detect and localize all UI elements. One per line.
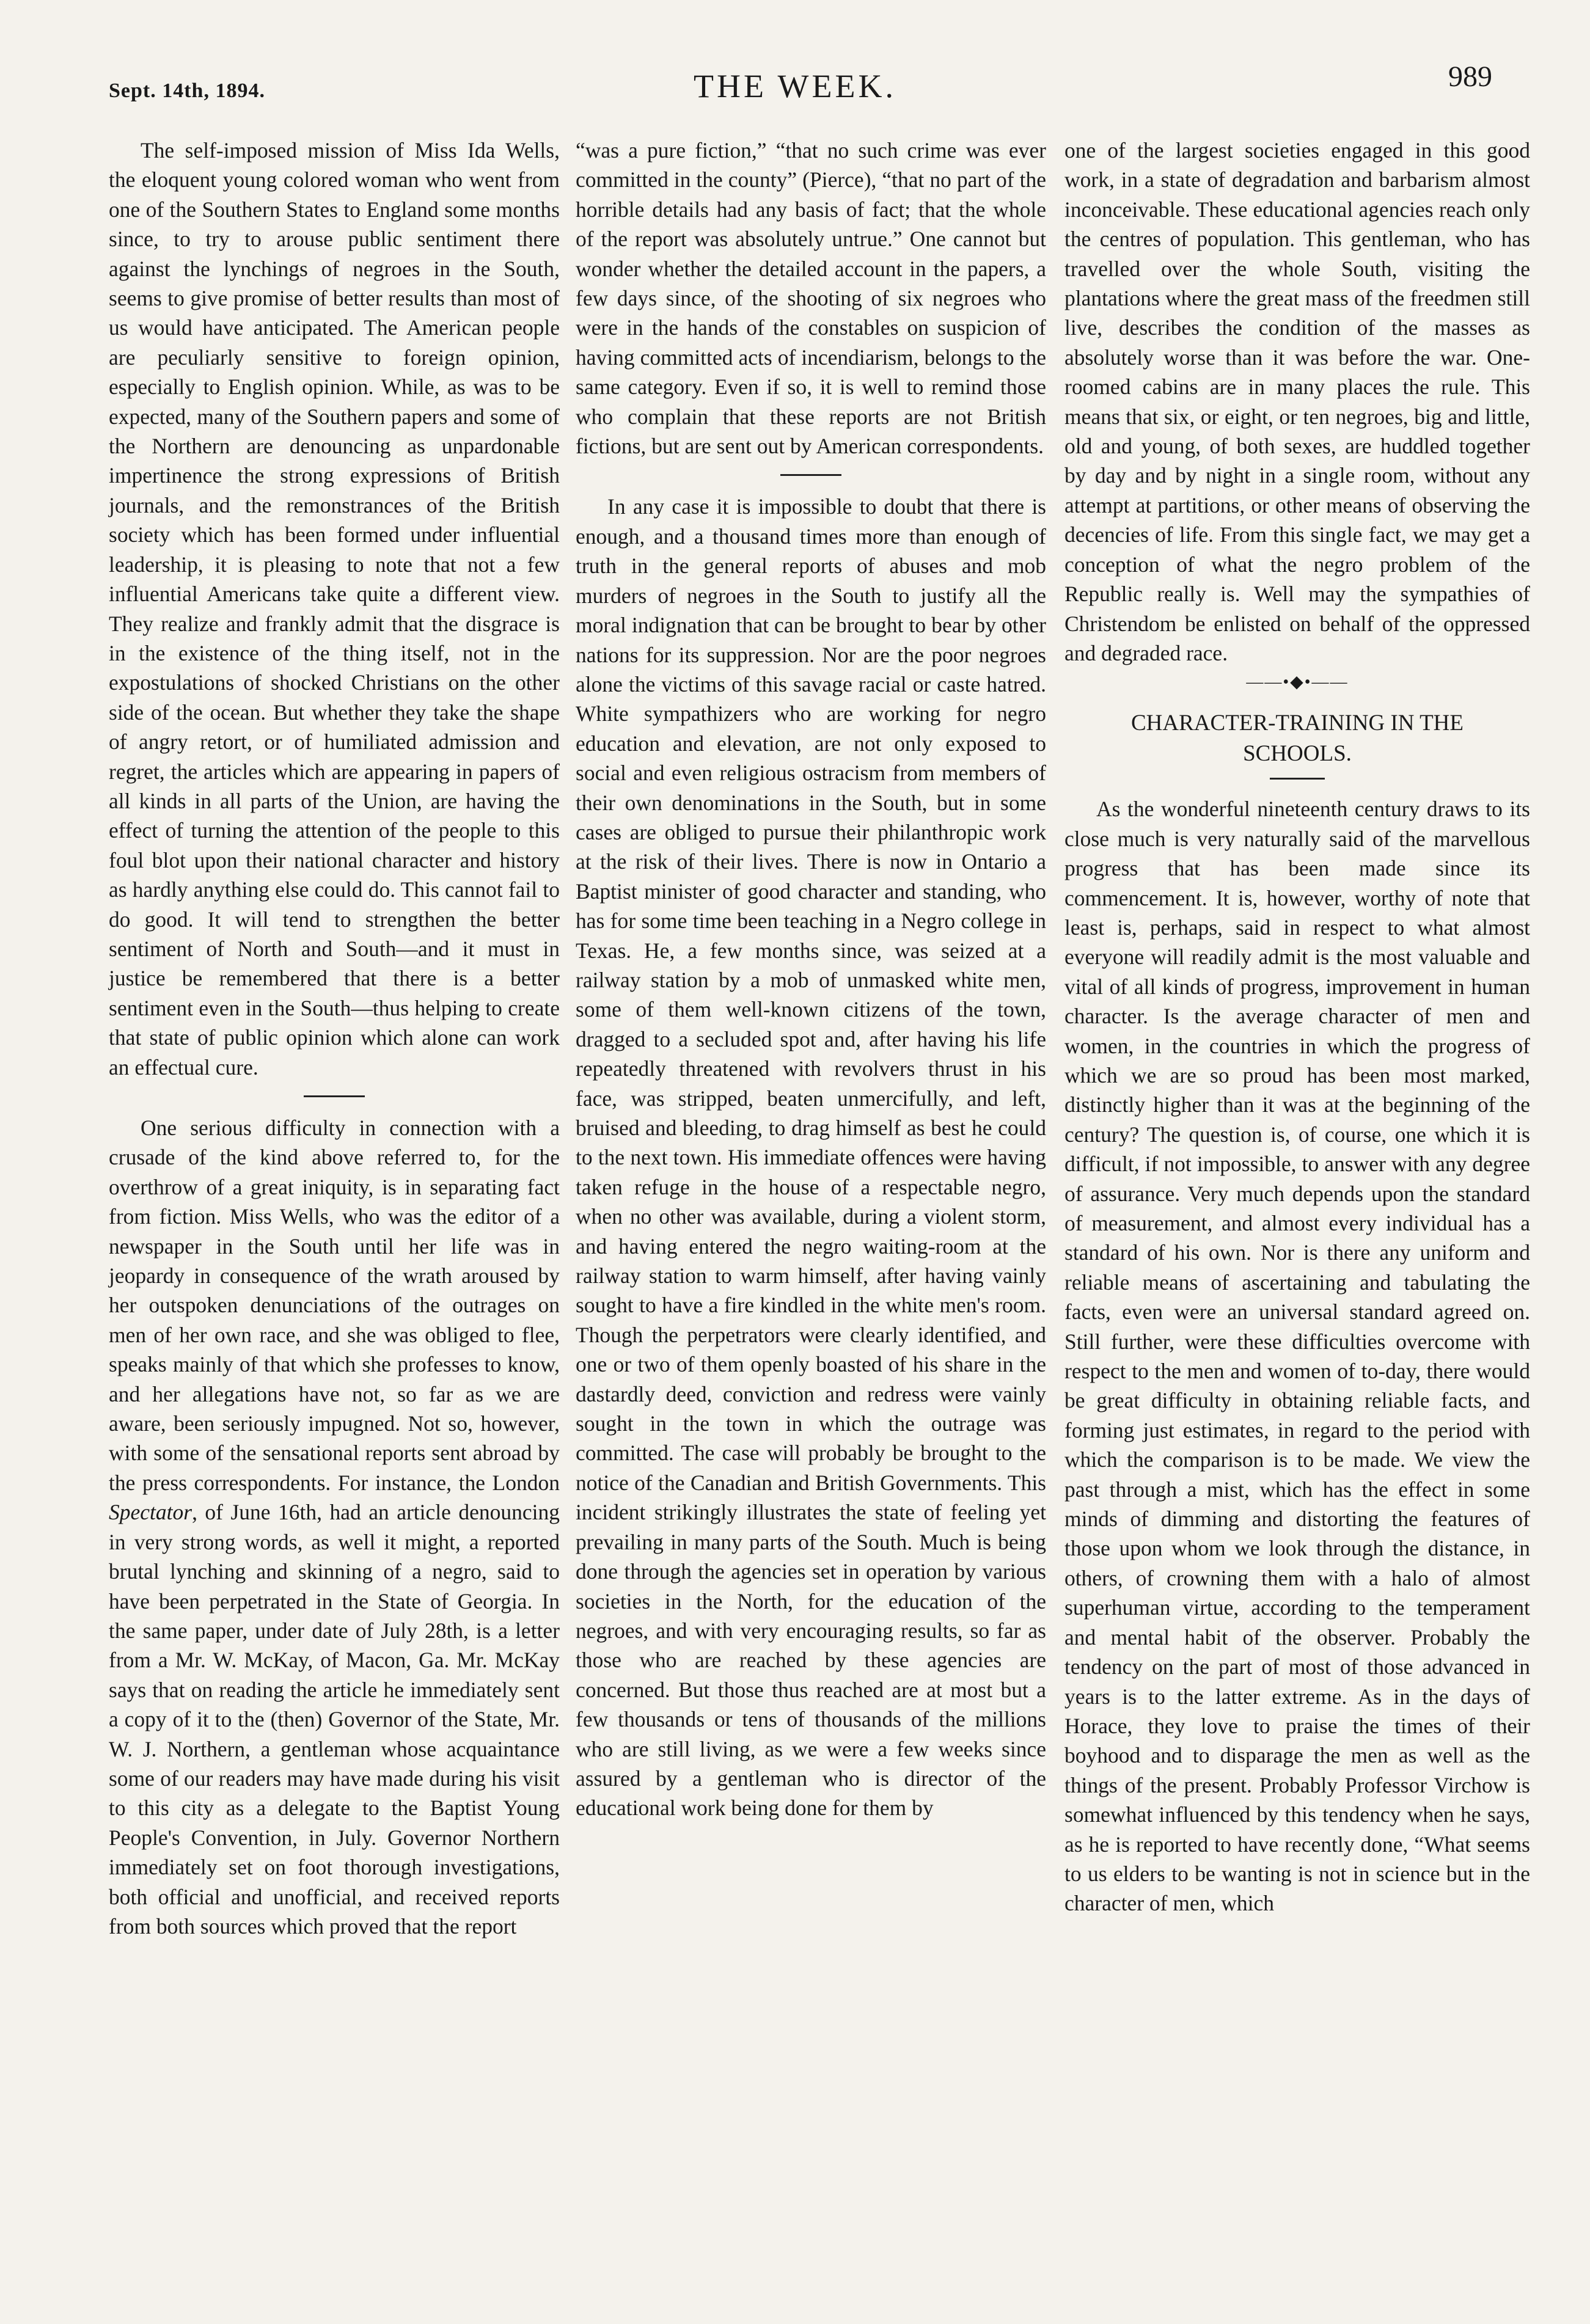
section-divider	[780, 474, 841, 476]
paragraph-degradation: one of the largest societies engaged in this good work, in a state of degradation and barbarism almost inconceivable. These educational agencies reach only the centres of population. This gentleman, who has travelled over the whole South, visiting the plantations where the great mass of the freedmen still live, describes the condition of the masses as absolutely worse than it was before the war. One-roomed cabins are in many places the rule. This means that six, or eight, or ten negroes, big and little, old and young, of both sexes, are huddled together by day and by night in a single room, without any attempt at partitions, or other means of observing the decencies of life. From this single fact, we may get a conception of what the negro problem of the Republic really is. Well may the sympathies of Christendom be enlisted on behalf of the oppressed and degraded race.	[1064, 138, 1530, 665]
column-2	[576, 136, 1046, 1823]
paragraph-ida-wells-mission: The self-imposed mission of Miss Ida Wells, the eloquent young colored woman who went from one of the Southern States to England some months since, to try to arouse public sentiment there against the lynchings of negroes in the South, seems to give promise of better results than most of us would have anticipated. The American people are peculiarly sensitive to foreign opinion, especially to English opinion. While, as was to be expected, many of the Southern papers and some of the Northern are denouncing as unpardonable impertinence the strong expressions of British journals, and the remonstrances of the British society which has been formed under influential leadership, it is pleasing to note that not a few influential Americans take quite a different view. They realize and frankly admit that the disgrace is in the existence of the thing itself, not in the expostulations of shocked Christians on the other side of the ocean. But whether they take the shape of angry retort, or of humiliated admission and regret, the articles which are appearing in papers of all kinds in all parts of the Union, are having the effect of turning the attention of the people to this foul blot upon their national character and history as hardly anything else could do. This cannot fail to do good. It will tend to strengthen the better sentiment of North and South—and it must in justice be remembered that there is a better sentiment even in the South—thus helping to create that state of public opinion which alone can work an effectual cure.	[109, 138, 560, 1080]
paragraph-report-untrue: “was a pure fiction,” “that no such crime was ever committed in the county” (Pierce), “that no part of the horrible details had any basis of fact; that the whole of the report was absolutely untrue.” One cannot but wonder whether the detailed account in the papers, a few days since, of the shooting of six negroes who were in the hands of the constables on suspicion of having committed acts of incendiarism, belongs to the same category. Even if so, it is well to remind those who complain that these reports are not British fictions, but are sent out by American correspondents.	[576, 138, 1046, 459]
publication-title: THE WEEK.	[694, 68, 896, 104]
paragraph-mob-murders: In any case it is impossible to doubt that there is enough, and a thousand times more than enough of truth in the general reports of abuses and mob murders of negroes in the South to justify all the moral indignation that can be brought to bear by other nations for its suppression. Nor are the poor negroes alone the victims of this savage racial or caste hatred. White sympathizers who are working for negro education and elevation, are not only exposed to social and even religious ostracism from members of their own denominations in the South, but in some cases are obliged to pursue their philanthropic work at the risk of their lives. There is now in Ontario a Baptist minister of good character and standing, who has for some time been teaching in a Negro college in Texas. He, a few months since, was seized at a railway station by a mob of unmasked white men, some of them well-known citizens of the town, dragged to a secluded spot and, after having his life repeatedly threatened with revolvers thrust in his face, was stripped, beaten unmercifully, and left, bruised and bleeding, to drag himself as best he could to the next town. His immediate offences were having taken refuge in the house of a respectable negro, when no other was available, during a violent storm, and having entered the negro waiting-room at the railway station to warm himself, after having vainly sought to have a fire kindled in the white men's room. Though the perpetrators were clearly identified, and one or two of them openly boasted of his share in the dastardly deed, conviction and redress were vainly sought in the town in which the outrage was committed. The case will probably be brought to the notice of the Canadian and British Governments. This incident strikingly illustrates the state of feeling yet prevailing in many parts of the South. Much is being done through the agencies set in operation by various societies in the North, for the education of the negroes, and with very encouraging results, so far as those who are reached by these agencies are concerned. But those thus reached are at most but a few thousands or tens of thousands of the millions who are still living, as we were a few weeks since assured by a gentleman who is director of the educational work being done for them by	[576, 494, 1046, 1821]
paragraph-character-training: As the wonderful nineteenth century draws to its close much is very naturally said of the marvellous progress that has been made since its commencement. It is, however, worthy of note that least is, perhaps, said in respect to what almost everyone will readily admit is the most valuable and vital of all kinds of progress, improvement in human character. Is the average character of men and women, in the countries in which the progress of which we are so proud has been most marked, distinctly higher than it was at the beginning of the century? The question is, of course, one which it is difficult, if not impossible, to answer with any degree of assurance. Very much depends upon the standard of measurement, and almost every individual has a standard of his own. Nor is there any uniform and reliable means of ascertaining and tabulating the facts, even were an universal standard agreed on. Still further, were these difficulties overcome with respect to the men and women of to-day, there would be great difficulty in obtaining reliable facts, and forming just estimates, in regard to the period with which the comparison is to be made. We view the past through a mist, which has the effect in some minds of dimming and distorting the features of those upon whom we look through the distance, in others, of crowning them with a halo of almost superhuman virtue, according to the temperament and mental habit of the observer. Probably the tendency on the part of most of those advanced in years is to the latter extreme. As in the days of Horace, they love to praise the times of their boyhood and to disparage the men as well as the things of the present. Probably Professor Virchow is somewhat influenced by this tendency when he says, as he is reported to have recently done, “What seems to us elders to be wanting is not in science but in the character of men, which	[1064, 797, 1530, 1916]
paragraph-text-continued: , of June 16th, had an article denouncing in very strong words, as well it might, a reported brutal lynching and skinning of a negro, said to have been perpetrated in the State of Georgia. In the same paper, under date of July 28th, is a letter from a Mr. W. McKay, of Macon, Ga. Mr. McKay says that on reading the article he immediately sent a copy of it to the (then) Governor of the State, Mr. W. J. Northern, a gentleman whose acquaintance some of our readers may have made during his visit to this city as a delegate to the Baptist Young People's Convention, in July. Governor Northern immediately set on foot thorough investigations, both official and unofficial, and received reports from both sources which proved that the report	[109, 1500, 560, 1938]
article-heading-line-2: SCHOOLS.	[1243, 741, 1352, 767]
heading-rule	[1270, 778, 1325, 780]
page-header	[0, 56, 1590, 111]
article-heading	[1064, 708, 1530, 769]
issue-date: Sept. 14th, 1894.	[109, 79, 265, 102]
article-heading-line-1: CHARACTER-TRAINING IN THE	[1131, 711, 1464, 736]
ornament-divider: ——•◆•——	[1246, 673, 1349, 692]
publication-name-italic: Spectator	[109, 1500, 192, 1525]
paragraph-fact-from-fiction	[109, 1113, 560, 1941]
page-number: 989	[1448, 60, 1492, 93]
column-1	[109, 136, 560, 1941]
section-divider	[304, 1095, 365, 1097]
column-3	[1064, 136, 1530, 1918]
paragraph-text: One serious difficulty in connection with a crusade of the kind above referred to, for the overthrow of a great iniquity, is in separating fact from fiction. Miss Wells, who was the editor of a newspaper in the South until her life was in jeopardy in consequence of the wrath aroused by her outspoken denunciations of the outrages on men of her own race, and she was obliged to flee, speaks mainly of that which she professes to know, and her allegations have not, so far as we are aware, been seriously impugned. Not so, however, with some of the sensational reports sent abroad by the press correspondents. For instance, the London	[109, 1116, 560, 1495]
